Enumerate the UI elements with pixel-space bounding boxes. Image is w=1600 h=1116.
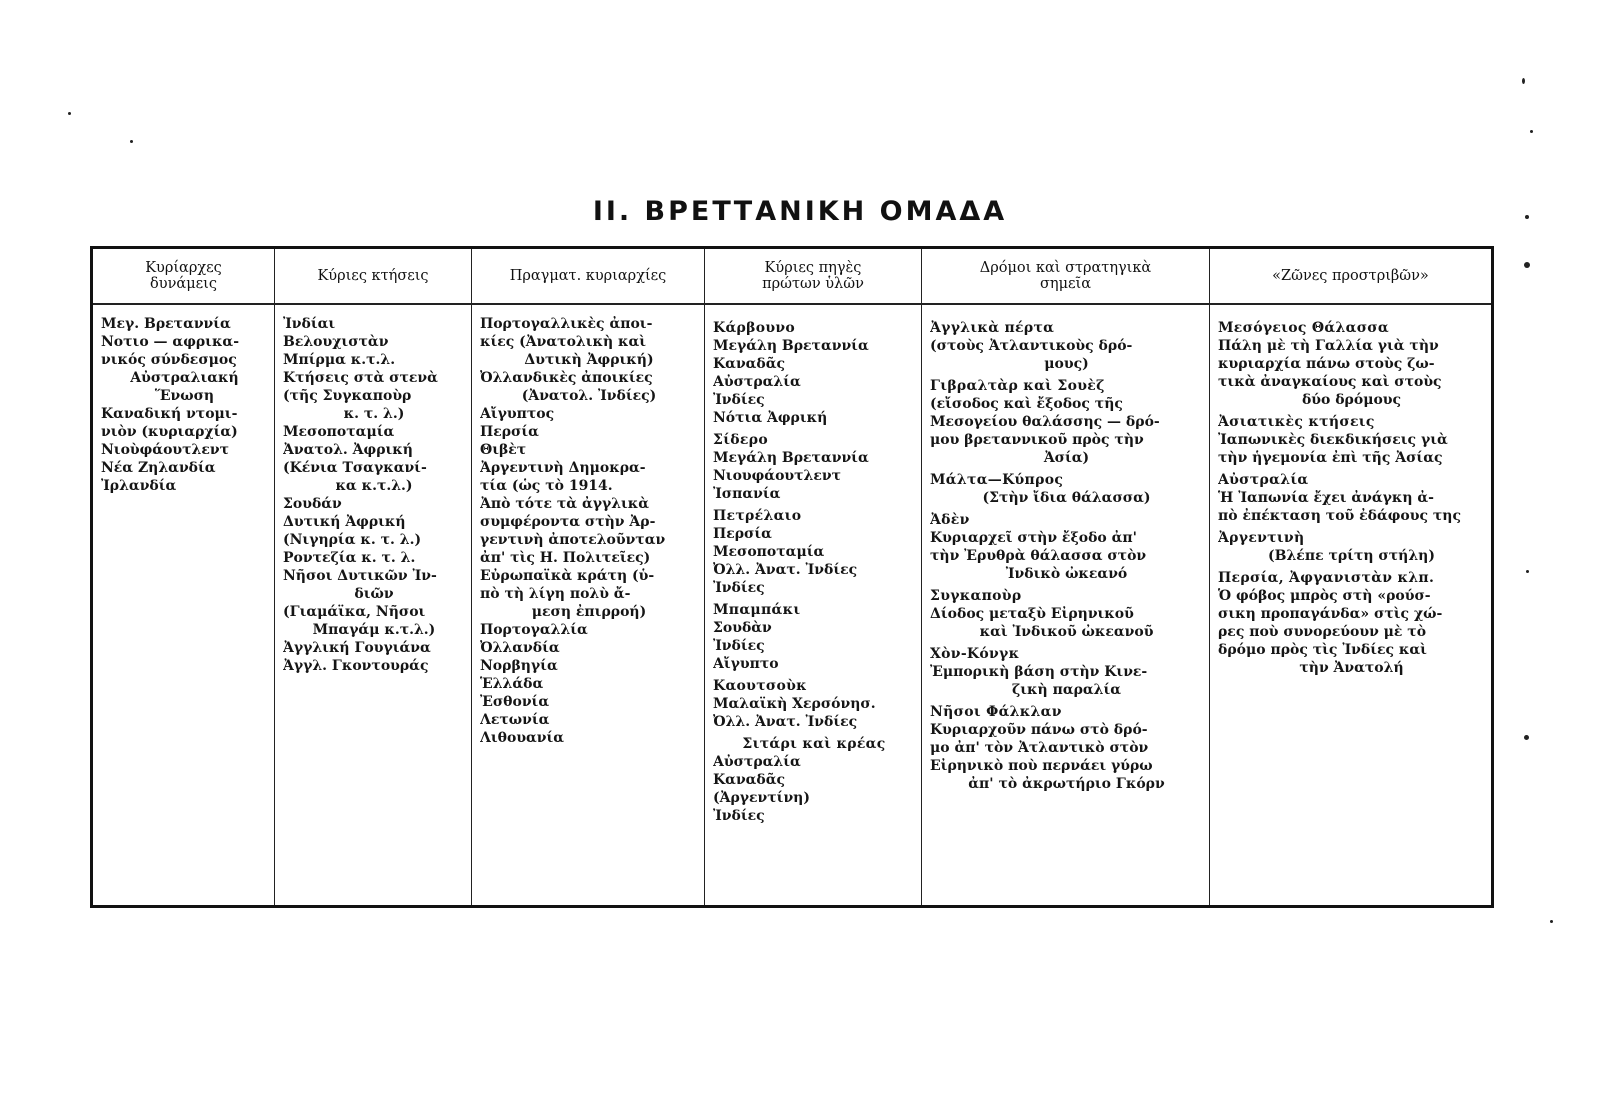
cell-line: Δυτική Ἀφρική (283, 514, 406, 530)
cell-line: Καναδᾶς (713, 772, 786, 788)
cell-line: νικός σύνδεσμος (101, 352, 237, 368)
cell-line: (Ἀνατολ. Ἰνδίες) (521, 388, 657, 404)
cell-line: Ροντεζία κ. τ. λ. (283, 550, 416, 566)
cell-line: Κυριαρχοῦν πάνω στὸ δρό- (930, 722, 1148, 738)
cell-line: Νέα Ζηλανδία (101, 460, 216, 476)
cell-line: ἀπ' τὸ ἀκρωτήριο Γκόρν (968, 776, 1165, 792)
cell-line: Ἀσία) (1043, 450, 1090, 466)
cell-line: Μεγάλη Βρεταννία (713, 338, 869, 354)
cell-line: Καναδᾶς (713, 356, 786, 372)
scan-speck (1522, 78, 1525, 84)
cell-line: Περσία (713, 526, 772, 542)
cell-line: Νιουφάουτλεντ (713, 468, 841, 484)
cell-line: δύο δρόμους (1301, 392, 1402, 408)
cell-line: μεση ἐπιρροή) (531, 604, 647, 620)
cell-line: Δίοδος μεταξὺ Εἰρηνικοῦ (930, 606, 1134, 622)
column-routes-strategic-points (922, 249, 1210, 905)
cell-line: κ. τ. λ.) (343, 406, 405, 422)
cell-line: Θιβὲτ (480, 442, 527, 458)
column-friction-zones (1210, 249, 1491, 905)
cell-line: Μεγάλη Βρεταννία (713, 450, 869, 466)
column-header: Πραγματ. κυριαρχίες (472, 249, 704, 305)
cell-line: Μπίρμα κ.τ.λ. (283, 352, 396, 368)
cell-line: Μεσογείου θαλάσσης — δρό- (930, 414, 1160, 430)
cell-line: Μεσοποταμία (283, 424, 395, 440)
scan-speck (68, 112, 71, 115)
cell-line: Ἐσθονία (480, 694, 550, 710)
cell-line: Ἰνδίες (713, 808, 765, 824)
column-body (93, 305, 274, 495)
cell-line: Αἴγυπτος (480, 406, 555, 422)
cell-heading: Πετρέλαιο (713, 508, 802, 524)
column-body (922, 305, 1209, 793)
cell-line: Σουδὰν (713, 620, 772, 636)
cell-line: τὴν Ἐρυθρὰ θάλασσα στὸν (930, 548, 1147, 564)
cell-line: Ἀγγλ. Γκοντουράς (283, 658, 429, 674)
cell-line: Δυτικὴ Ἀφρική) (524, 352, 654, 368)
cell-line: Μπαγάμ κ.τ.λ.) (312, 622, 436, 638)
cell-heading: Περσία, Ἀφγανιστὰν κλπ. (1218, 570, 1435, 586)
cell-line: (Κένια Τσαγκανί- (283, 460, 427, 476)
cell-line: Πορτογαλλία (480, 622, 588, 638)
cell-line: (Ἀργεντίνη) (713, 790, 810, 806)
british-group-table (90, 246, 1494, 908)
cell-line: Νορβηγία (480, 658, 558, 674)
cell-line: Ὁ φόβος μπρὸς στὴ «ρούσ- (1218, 588, 1431, 604)
cell-heading: Χὸν-Κόνγκ (930, 646, 1020, 662)
column-actual-dominions (472, 249, 705, 905)
cell-line: ρες ποὺ συνορεύουν μὲ τὸ (1218, 624, 1427, 640)
scan-speck (1526, 570, 1529, 573)
cell-line: κίες (Ἀνατολικὴ καὶ (480, 334, 647, 350)
cell-line: Νιοὺφάουτλεντ (101, 442, 229, 458)
cell-line: Αὐστραλιακή (130, 370, 239, 386)
cell-line: μους) (1044, 356, 1089, 372)
cell-line: Μαλαϊκὴ Χερσόνησ. (713, 696, 876, 712)
cell-heading: Αὐστραλία (1218, 472, 1309, 488)
cell-heading: Ἀργεντινὴ (1218, 530, 1305, 546)
cell-line: μου βρεταννικοῦ πρὸς τὴν (930, 432, 1144, 448)
cell-line: Ἀγγλική Γουγιάνα (283, 640, 431, 656)
scan-speck (1530, 130, 1533, 133)
cell-line: Ἰνδίες (713, 580, 765, 596)
cell-line: τὴν Ἀνατολή (1299, 660, 1404, 676)
cell-line: πὸ τὴ λίγη πολὺ ἄ- (480, 586, 631, 602)
cell-heading: Γιβραλτὰρ καὶ Σουὲζ (930, 378, 1105, 394)
column-main-possessions (275, 249, 472, 905)
cell-line: δρόμο πρὸς τὶς Ἰνδίες καὶ (1218, 642, 1427, 658)
cell-line: (στοὺς Ἀτλαντικοὺς δρό- (930, 338, 1133, 354)
cell-line: καὶ Ἰνδικοῦ ὠκεανοῦ (979, 624, 1154, 640)
cell-line: γεντινὴ ἀποτελοῦνταν (480, 532, 666, 548)
cell-line: Λετωνία (480, 712, 550, 728)
cell-line: Ἀπὸ τότε τὰ ἀγγλικὰ (480, 496, 650, 512)
cell-line: Ὀλλ. Ἀνατ. Ἰνδίες (713, 714, 858, 730)
cell-heading: Σίδερο (713, 432, 768, 448)
cell-heading: Σιτάρι καὶ κρέας (742, 736, 886, 752)
cell-line: Ὀλλανδία (480, 640, 560, 656)
cell-line: Περσία (480, 424, 539, 440)
cell-line: τία (ὡς τὸ 1914. (480, 478, 613, 494)
cell-line: τικὰ ἀναγκαίους καὶ στοὺς (1218, 374, 1442, 390)
cell-line: (Βλέπε τρίτη στήλη) (1268, 548, 1435, 564)
cell-heading: Κάρβουνο (713, 320, 796, 336)
cell-line: Κτήσεις στὰ στενὰ (283, 370, 438, 386)
cell-line: Πορτογαλλικὲς ἀποι- (480, 316, 653, 332)
cell-line: Ἐμπορικὴ βάση στὴν Κινε- (930, 664, 1148, 680)
cell-heading: Νῆσοι Φάλκλαν (930, 704, 1062, 720)
cell-line: Ἕνωση (154, 388, 215, 404)
cell-line: Πάλη μὲ τὴ Γαλλία γιὰ τὴν (1218, 338, 1439, 354)
cell-heading: Συγκαποὺρ (930, 588, 1022, 604)
cell-heading: Ἀγγλικὰ πέρτα (930, 320, 1055, 336)
cell-line: Ὀλλ. Ἀνατ. Ἰνδίες (713, 562, 858, 578)
cell-line: Ἰνδίαι (283, 316, 336, 332)
cell-line: Μεσοποταμία (713, 544, 825, 560)
cell-line: Αἴγυπτο (713, 656, 779, 672)
cell-line: Εἰρηνικὸ ποὺ περνάει γύρω (930, 758, 1153, 774)
cell-line: μο ἀπ' τὸν Ἀτλαντικὸ στὸν (930, 740, 1149, 756)
cell-line: τὴν ἡγεμονία ἐπὶ τῆς Ἀσίας (1218, 450, 1443, 466)
cell-line: Μεγ. Βρεταννία (101, 316, 231, 332)
scan-speck (1524, 262, 1530, 268)
column-body (1210, 305, 1491, 677)
cell-line: Ὀλλανδικὲς ἀποικίες (480, 370, 653, 386)
cell-line: Νοτιο — αφρικα- (101, 334, 240, 350)
cell-line: (Νιγηρία κ. τ. λ.) (283, 532, 422, 548)
cell-line: (Στὴν ἴδια θάλασσα) (982, 490, 1151, 506)
scan-speck (1550, 920, 1553, 923)
cell-line: (τῆς Συγκαποὺρ (283, 388, 412, 404)
cell-line: ἀπ' τὶς Η. Πολιτεῖες) (480, 550, 651, 566)
cell-line: Βελουχιστὰν (283, 334, 389, 350)
cell-line: Ἰνδίες (713, 638, 765, 654)
cell-heading: Ἀδὲν (930, 512, 970, 528)
column-header: Κύριες πηγὲς πρώτων ὑλῶν (705, 249, 921, 305)
cell-line: Εὐρωπαϊκὰ κράτη (ὑ- (480, 568, 655, 584)
cell-line: πὸ ἐπέκταση τοῦ ἐδάφους της (1218, 508, 1461, 524)
column-dominant-powers (93, 249, 275, 905)
cell-line: Αὐστραλία (713, 374, 801, 390)
cell-line: Καναδική ντομι- (101, 406, 238, 422)
cell-line: ζικὴ παραλία (1011, 682, 1122, 698)
cell-line: κυριαρχία πάνω στοὺς ζω- (1218, 356, 1435, 372)
cell-line: Ἡ Ἰαπωνία ἔχει ἀνάγκη ἀ- (1218, 490, 1434, 506)
cell-line: Κυριαρχεῖ στὴν ἔξοδο ἀπ' (930, 530, 1137, 546)
cell-line: διῶν (354, 586, 394, 602)
column-header: Δρόμοι καὶ στρατηγικὰ σημεῖα (922, 249, 1209, 305)
cell-heading: Μάλτα—Κύπρος (930, 472, 1064, 488)
cell-line: Αὐστραλία (713, 754, 801, 770)
column-raw-materials (705, 249, 922, 905)
cell-line: (Γιαμάϊκα, Νῆσοι (283, 604, 426, 620)
column-body (705, 305, 921, 825)
cell-line: Ἰνδικὸ ὠκεανό (1005, 566, 1128, 582)
cell-line: σικη προπαγάνδα» στὶς χώ- (1218, 606, 1443, 622)
cell-line: Ἀργεντινὴ Δημοκρα- (480, 460, 646, 476)
cell-line: νιὸν (κυριαρχία) (101, 424, 238, 440)
cell-line: Σουδάν (283, 496, 342, 512)
cell-heading: Ἀσιατικὲς κτήσεις (1218, 414, 1375, 430)
cell-line: Ἰνδίες (713, 392, 765, 408)
scan-speck (1525, 215, 1529, 219)
cell-line: Ἀνατολ. Ἀφρική (283, 442, 413, 458)
cell-line: συμφέροντα στὴν Ἀρ- (480, 514, 656, 530)
cell-line: Ἑλλάδα (480, 676, 544, 692)
column-header: Κύριες κτήσεις (275, 249, 471, 305)
cell-line: κα κ.τ.λ.) (335, 478, 413, 494)
page-title: II. ΒΡΕΤΤΑΝΙΚΗ ΟΜΑΔΑ (592, 196, 1008, 227)
cell-heading: Μπαμπάκι (713, 602, 801, 618)
column-header: «Ζῶνες προστριβῶν» (1210, 249, 1491, 305)
cell-line: Νότια Ἀφρική (713, 410, 828, 426)
cell-line: Ἰαπωνικὲς διεκδικήσεις γιὰ (1218, 432, 1448, 448)
cell-line: Νῆσοι Δυτικῶν Ἰν- (283, 568, 437, 584)
scan-speck (1524, 735, 1529, 740)
cell-heading: Καουτσοὺκ (713, 678, 807, 694)
cell-line: Ἰρλανδία (101, 478, 177, 494)
cell-line: (εἴσοδος καὶ ἔξοδος τῆς (930, 396, 1123, 412)
column-header: Κυρίαρχες δυνάμεις (93, 249, 274, 305)
scan-speck (130, 140, 133, 143)
column-body (275, 305, 471, 675)
cell-line: Ἰσπανία (713, 486, 781, 502)
cell-line: Λιθουανία (480, 730, 565, 746)
column-body (472, 305, 704, 747)
cell-heading: Μεσόγειος Θάλασσα (1218, 320, 1390, 336)
